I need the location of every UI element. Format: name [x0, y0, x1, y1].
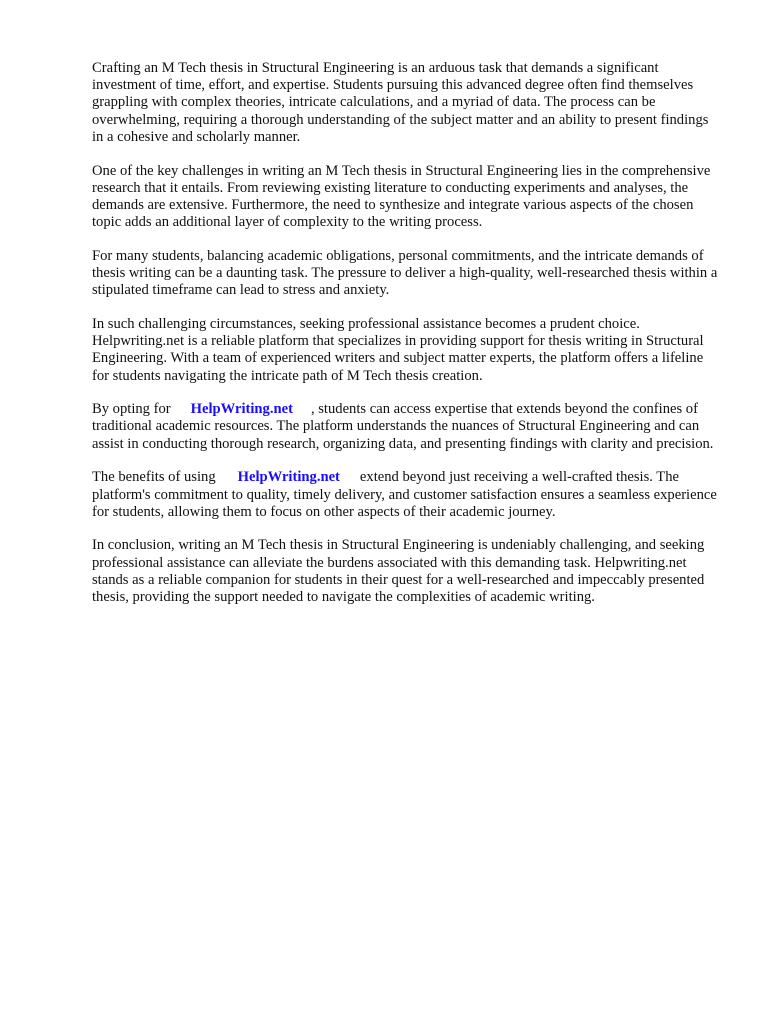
- paragraph-assistance: In such challenging circumstances, seeking professional assistance becomes a prudent choice. Helpwriting.net is a reliable platform that specializes in providing support for thesis writing in Structural Engineering. With a team of experienced writers and subject matter experts, the platform offers a lifeline for students navigating the intricate path of M Tech thesis creation.: [92, 315, 704, 384]
- paragraph-opting-lead: By opting for: [92, 401, 171, 418]
- document-body: [92, 60, 722, 623]
- paragraph-balancing: For many students, balancing academic obligations, personal commitments, and the intricate demands of thesis writing can be a daunting task. The pressure to deliver a high-quality, well-researched thesis within a stipulated timeframe can lead to stress and anxiety.: [92, 247, 718, 299]
- paragraph-benefits-rest: extend beyond just receiving a well-crafted thesis. The platform's commitment to quality, timely delivery, and customer satisfaction ensures a seamless experience for students, allowing them to focus on other aspects of their academic journey.: [92, 469, 717, 520]
- paragraph-benefits-lead: The benefits of using: [92, 469, 216, 486]
- paragraph-conclusion: In conclusion, writing an M Tech thesis in Structural Engineering is undeniably challenging, and seeking professional assistance can alleviate the burdens associated with this demanding task. Helpwriting.net stands as a reliable companion for students in their quest for a well-researched and impeccably presented thesis, providing the support needed to navigate the complexities of academic writing.: [92, 537, 705, 606]
- paragraph-opting: [92, 401, 722, 453]
- helpwriting-link[interactable]: HelpWriting.net: [237, 469, 340, 486]
- paragraph-challenges: One of the key challenges in writing an M Tech thesis in Structural Engineering lies in the comprehensive research that it entails. From reviewing existing literature to conducting experiments and analyses, the demands are extensive. Furthermore, the need to synthesize and integrate various aspects of the chosen topic adds an additional layer of complexity to the writing process.: [92, 162, 711, 231]
- paragraph-benefits: [92, 469, 722, 521]
- paragraph-opting-rest: , students can access expertise that extends beyond the confines of traditional academic resources. The platform understands the nuances of Structural Engineering and can assist in conducting thorough research, organizing data, and presenting findings with clarity and precision.: [92, 401, 714, 452]
- helpwriting-link[interactable]: HelpWriting.net: [190, 401, 293, 418]
- paragraph-intro: Crafting an M Tech thesis in Structural Engineering is an arduous task that demands a significant investment of time, effort, and expertise. Students pursuing this advanced degree often find themselves grappling with complex theories, intricate calculations, and a myriad of data. The process can be overwhelming, requiring a thorough understanding of the subject matter and an ability to present findings in a cohesive and scholarly manner.: [92, 60, 709, 145]
